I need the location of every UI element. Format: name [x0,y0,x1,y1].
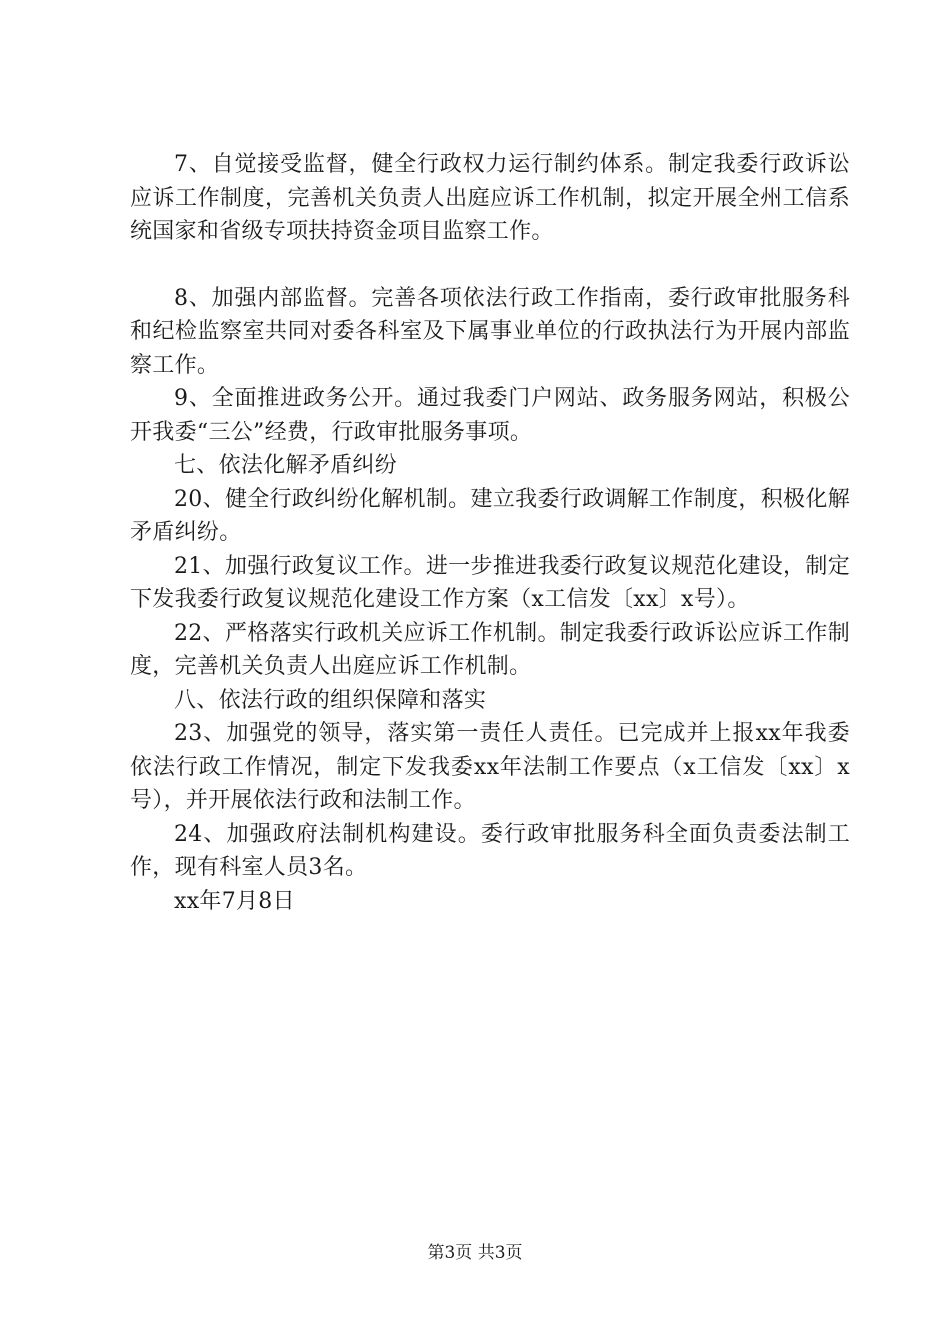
paragraph-item-7: 7、自觉接受监督，健全行政权力运行制约体系。制定我委行政诉讼应诉工作制度，完善机关负责人出庭应诉工作机制，拟定开展全州工信系统国家和省级专项扶持资金项目监察工作。 [130,152,850,244]
paragraph-item-23: 23、加强党的领导，落实第一责任人责任。已完成并上报xx年我委依法行政工作情况，制定下发我委xx年法制工作要点（x工信发〔xx〕x号），并开展依法行政和法制工作。 [130,721,850,813]
paragraph-item-21: 21、加强行政复议工作。进一步推进我委行政复议规范化建设，制定下发我委行政复议规范化建设工作方案（x工信发〔xx〕x号）。 [130,553,850,612]
paragraph-item-8: 8、加强内部监督。完善各项依法行政工作指南，委行政审批服务科和纪检监察室共同对委各科室及下属事业单位的行政执法行为开展内部监察工作。 [130,285,850,378]
paragraph-item-9: 9、全面推进政务公开。通过我委门户网站、政务服务网站，积极公开我委“三公”经费，行政审批服务事项。 [130,386,850,445]
paragraph-item-24: 24、加强政府法制机构建设。委行政审批服务科全面负责委法制工作，现有科室人员3名。 [130,821,850,880]
section-heading-7: 七、依法化解矛盾纠纷 [174,453,398,478]
document-body [130,148,850,918]
paragraph-item-22: 22、严格落实行政机关应诉工作机制。制定我委行政诉讼应诉工作制度，完善机关负责人出庭应诉工作机制。 [130,620,850,679]
page-footer: 第3页 共3页 [427,1243,523,1263]
paragraph-item-20: 20、健全行政纠纷化解机制。建立我委行政调解工作制度，积极化解矛盾纠纷。 [130,486,850,545]
document-date: xx年7月8日 [174,888,295,914]
section-heading-8: 八、依法行政的组织保障和落实 [174,687,487,713]
